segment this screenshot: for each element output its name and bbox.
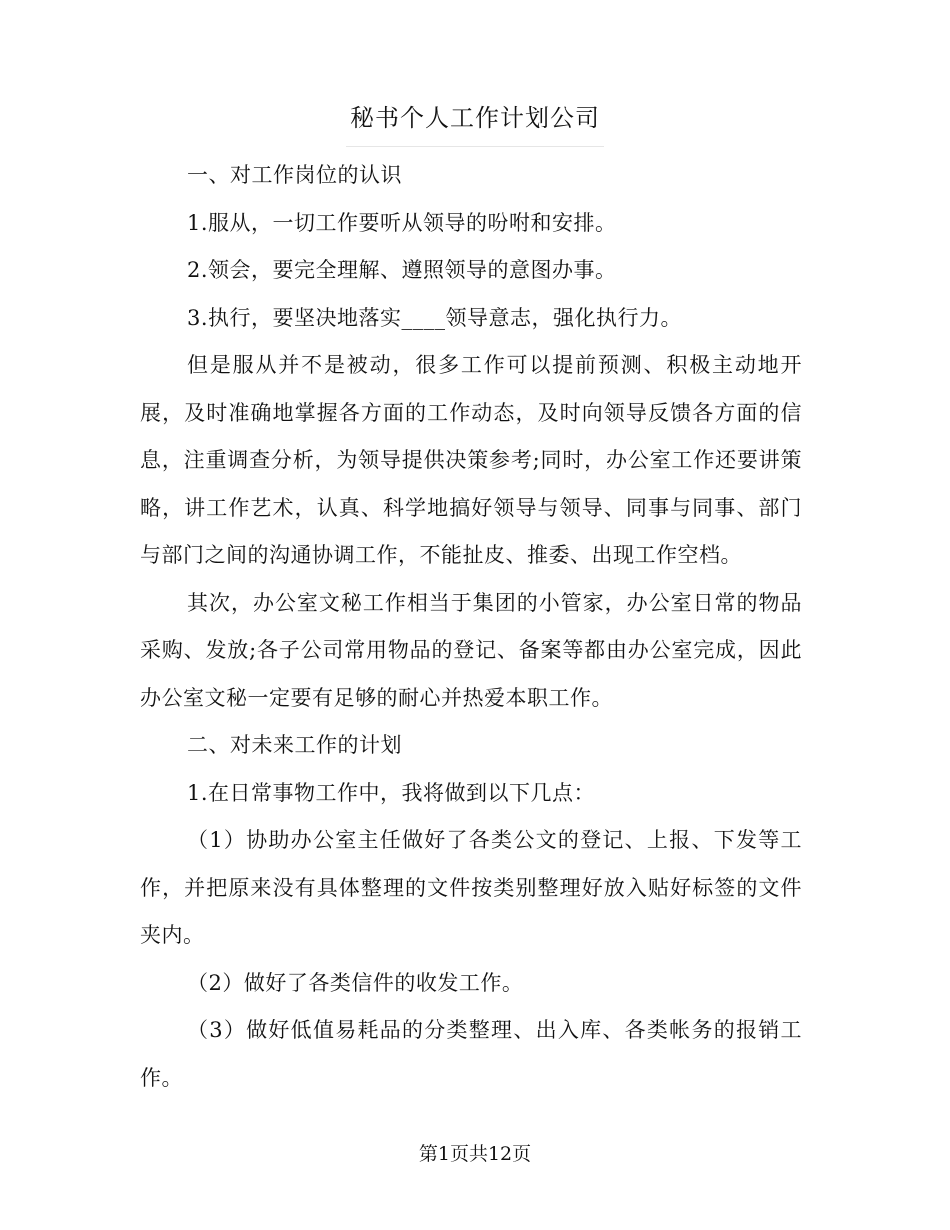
list-item-3: 3.执行，要坚决地落实____领导意志，强化执行力。 [187,305,683,330]
document-body [140,152,802,1102]
paragraph-secondly: 其次，办公室文秘工作相当于集团的小管家，办公室日常的物品采购、发放;各子公司常用物品的登记、备案等都由办公室完成，因此办公室文秘一定要有足够的耐心并热爱本职工作。 [140,590,802,710]
list-item-2: 2.领会，要完全理解、遵照领导的意图办事。 [187,258,617,282]
page-footer: 第1页共12页 [418,1143,532,1165]
list-item-1: 1.服从，一切工作要听从领导的吩咐和安排。 [187,210,617,235]
paragraph-obedience: 但是服从并不是被动，很多工作可以提前预测、积极主动地开展，及时准确地掌握各方面的工作动态，及时向领导反馈各方面的信息，注重调查分析，为领导提供决策参考;同时，办公室工作还要讲策略，讲工作艺术，认真、科学地搞好领导与领导、同事与同事、部门与部门之间的沟通协调工作，不能扯皮、推委、出现工作空档。 [140,353,802,567]
plan-subitem-1: （1）协助办公室主任做好了各类公文的登记、上报、下发等工作，并把原来没有具体整理的文件按类别整理好放入贴好标签的文件夹内。 [140,828,802,947]
plan-subitem-3: （3）做好低值易耗品的分类整理、出入库、各类帐务的报销工作。 [140,1018,802,1090]
section-heading-2: 二、对未来工作的计划 [187,733,402,757]
plan-item-1: 1.在日常事物工作中，我将做到以下几点： [187,780,596,805]
plan-subitem-2: （2）做好了各类信件的收发工作。 [187,970,524,995]
title-container [0,98,950,147]
document-title: 秘书个人工作计划公司 [346,98,604,147]
section-heading-1: 一、对工作岗位的认识 [187,163,402,187]
